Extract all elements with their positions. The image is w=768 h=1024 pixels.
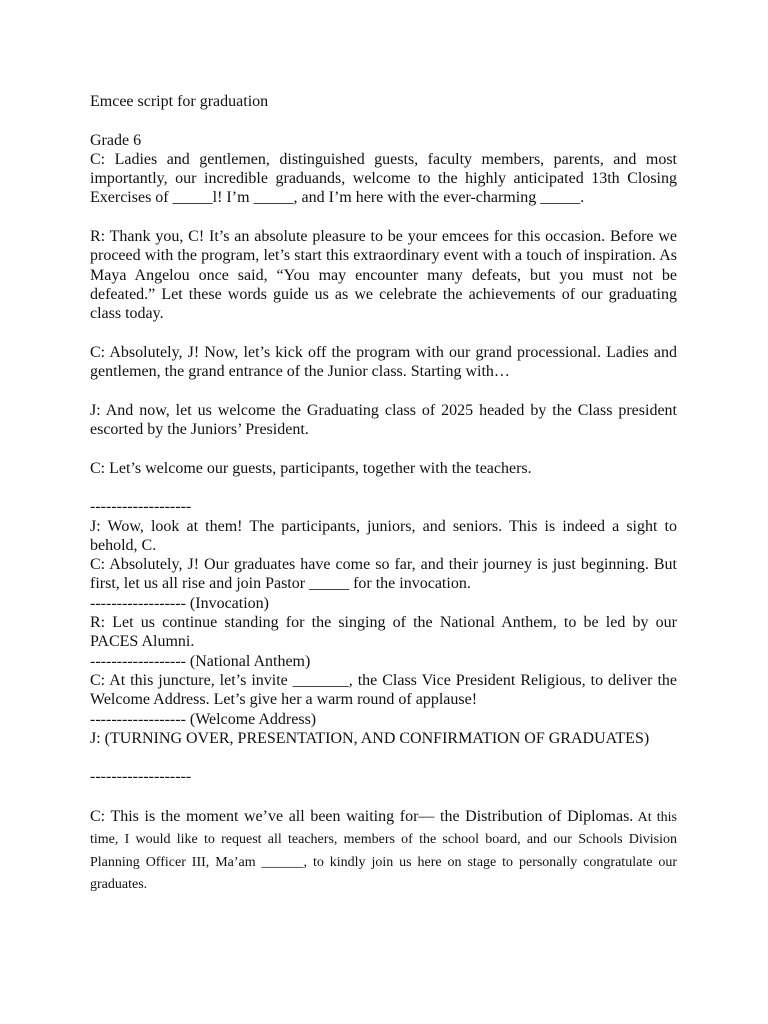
paragraph-graduating-class: J: And now, let us welcome the Graduating class of 2025 headed by the Class president escorted by the Juniors’ President. [90,401,677,439]
blank-line [90,208,677,227]
document-title: Emcee script for graduation [90,93,269,110]
blank-line [90,748,677,767]
cue-national-anthem: ------------------ (National Anthem) [90,652,311,670]
blank-line [90,381,677,400]
paragraph-processional: C: Absolutely, J! Now, let’s kick off the program with our grand processional. Ladies and gentlemen, the grand entrance of the Junior class. Starting with… [90,343,677,381]
paragraph-guests: C: Let’s welcome our guests, participants, together with the teachers. [90,459,532,477]
document-page [90,92,677,896]
cue-invocation: ------------------ (Invocation) [90,594,269,612]
grade-label: Grade 6 [90,131,142,149]
blank-line [90,478,677,497]
blank-line [90,111,677,130]
paragraph-diplomas [90,806,677,896]
diplomas-request: At this time, I would like to request all teachers, members of the school board, and our Schools Division Planning Officer III, Ma’am ______, to kindly join us here on stage to personally congratulate our graduates. [90,809,677,893]
blank-line [90,324,677,343]
paragraph-inspiration: R: Thank you, C! It’s an absolute pleasure to be your emcees for this occasion. Before we proceed with the program, let’s start this extraordinary event with a touch of inspiration. As Maya Angelou once said, “You may encounter many defeats, but you must not be defeated.” Let these words guide us as we celebrate the achievements of our graduating class today. [90,228,677,323]
cue-welcome-address: ------------------ (Welcome Address) [90,710,317,728]
line-national-anthem-intro: R: Let us continue standing for the singing of the National Anthem, to be led by our PACES Alumni. [90,614,677,651]
paragraph-welcome: C: Ladies and gentlemen, distinguished guests, faculty members, parents, and most importantly, our incredible graduands, welcome to the highly anticipated 13th Closing Exercises of _____l! I’m _____, and I’m here with the ever-charming _____. [90,150,677,207]
line-sight-to-behold: J: Wow, look at them! The participants, juniors, and seniors. This is indeed a sight to behold, C. [90,517,677,554]
blank-line [90,787,677,806]
line-welcome-address-intro: C: At this juncture, let’s invite _______, the Class Vice President Religious, to deliver the Welcome Address. Let’s give her a warm round of applause! [90,671,677,709]
diplomas-sentence: C: This is the moment we’ve all been waiting for— the Distribution of Diplomas. [90,807,634,825]
divider-line: ------------------- [90,498,192,516]
line-invocation-intro: C: Absolutely, J! Our graduates have come so far, and their journey is just beginning. But first, let us all rise and join Pastor _____ for the invocation. [90,556,677,593]
line-turning-over: J: (TURNING OVER, PRESENTATION, AND CONFIRMATION OF GRADUATES) [90,729,650,747]
blank-line [90,439,677,458]
divider-line: ------------------- [90,768,192,786]
